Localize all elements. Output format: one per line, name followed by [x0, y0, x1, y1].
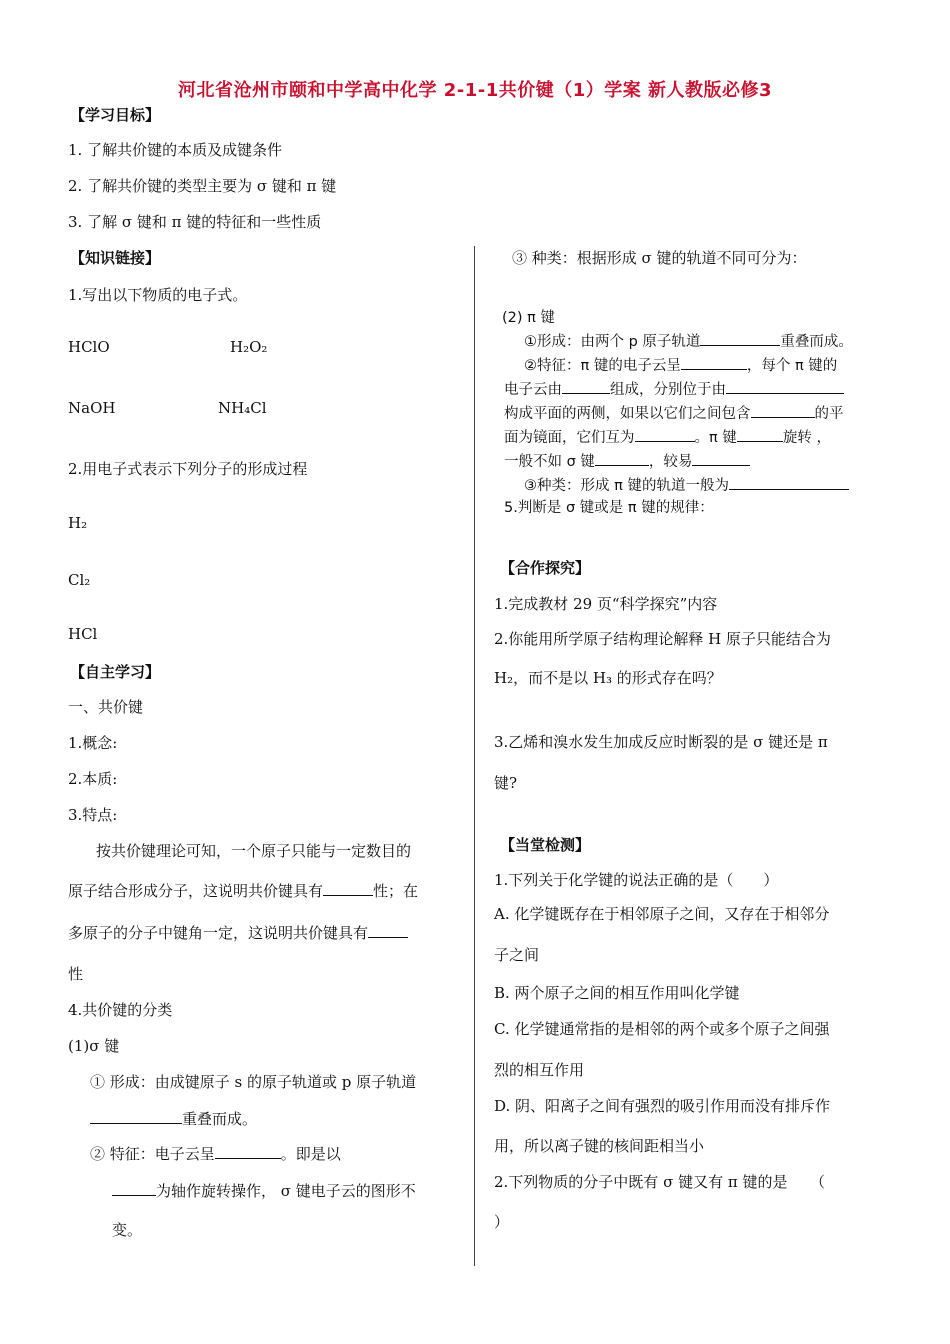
objective-2: 2. 了解共价键的类型主要为 σ 键和 π 键	[68, 177, 337, 195]
blank-pi-shape[interactable]	[681, 355, 747, 370]
essence-label: 2.本质:	[68, 770, 118, 788]
test-q2-line-2: ）	[494, 1213, 510, 1231]
test-q1-option-c-line-2: 烈的相互作用	[494, 1061, 585, 1079]
pi-heading: (2) π 键	[502, 310, 555, 326]
blank-pi-overlap[interactable]	[700, 331, 780, 346]
formula-h2: H₂	[68, 514, 88, 532]
sigma-form-2: 重叠而成。	[90, 1108, 257, 1129]
blank-pi-parts[interactable]	[562, 379, 610, 394]
blank-pi-symmetry[interactable]	[635, 427, 695, 442]
blank-pi-break[interactable]	[692, 451, 750, 466]
sigma-char-1: ② 特征：电子云呈 。即是以	[90, 1145, 341, 1163]
pi-char-5: 一般不如 σ 键 ，较易	[504, 450, 750, 471]
paragraph-line-1: 按共价键理论可知，一个原子只能与一定数目的	[96, 842, 412, 860]
pi-char-3: 构成平面的两侧，如果以它们之间包含 的平	[504, 402, 844, 423]
sigma-form-1: ① 形成：由成键原子 s 的原子轨道或 p 原子轨道	[90, 1073, 417, 1091]
pi-kinds: ③种类：形成 π 键的轨道一般为	[524, 474, 849, 495]
blank-pi-plane[interactable]	[726, 379, 844, 394]
pi-char-4: 面为镜面，它们互为 。π 键 旋转 ，	[504, 426, 831, 447]
test-q1-option-d-line-1: D. 阴、阳离子之间有强烈的吸引作用而没有排斥作	[494, 1097, 831, 1115]
formula-nh4cl: NH₄Cl	[218, 399, 267, 417]
objectives-heading: 【学习目标】	[70, 106, 161, 124]
blank-sigma-axis[interactable]	[112, 1181, 156, 1196]
knowledge-heading: 【知识链接】	[70, 249, 161, 267]
formula-hclo: HClO	[68, 338, 110, 356]
formula-h2o2: H₂O₂	[230, 338, 268, 356]
objective-1: 1. 了解共价键的本质及成键条件	[68, 141, 283, 159]
test-q1: 1.下列关于化学键的说法正确的是（ ）	[494, 871, 779, 889]
objective-3: 3. 了解 σ 键和 π 键的特征和一些性质	[68, 213, 322, 231]
formula-naoh: NaOH	[68, 399, 116, 417]
self-study-heading: 【自主学习】	[70, 663, 161, 681]
sigma-heading: (1)σ 键	[68, 1037, 120, 1055]
blank-pi-mirror[interactable]	[751, 403, 815, 418]
test-q1-option-a-line-1: A. 化学键既存在于相邻原子之间，又存在于相邻分	[494, 905, 830, 923]
blank-sigma-overlap[interactable]	[90, 1109, 182, 1124]
classify-label: 4.共价键的分类	[68, 1001, 173, 1019]
test-heading: 【当堂检测】	[500, 836, 591, 854]
sigma-char-2: 为轴作旋转操作， σ 键电子云的图形不	[112, 1180, 416, 1201]
paragraph-line-2: 原子结合形成分子，这说明共价键具有 性；在	[68, 882, 419, 900]
test-q2-line-1: 2.下列物质的分子中既有 σ 键又有 π 键的是 （	[494, 1173, 825, 1191]
knowledge-q1: 1.写出以下物质的电子式。	[68, 286, 248, 304]
blank-sigma-shape[interactable]	[215, 1144, 281, 1159]
blank-pi-stable[interactable]	[595, 451, 649, 466]
formula-cl2: Cl₂	[68, 571, 91, 589]
cooperate-q3-line-2: 键?	[494, 774, 518, 792]
pi-char-2: 电子云由 组成，分别位于由	[504, 378, 844, 399]
cooperate-heading: 【合作探究】	[500, 559, 591, 577]
sigma-char-3: 变。	[112, 1221, 143, 1239]
knowledge-q2: 2.用电子式表示下列分子的形成过程	[68, 460, 308, 478]
test-q1-option-c-line-1: C. 化学键通常指的是相邻的两个或多个原子之间强	[494, 1020, 830, 1038]
blank-pi-rotate[interactable]	[737, 427, 783, 442]
concept-label: 1.概念:	[68, 734, 118, 752]
cooperate-q2-line-1: 2.你能用所学原子结构理论解释 H 原子只能结合为	[494, 630, 831, 648]
blank-direction[interactable]	[368, 923, 408, 938]
test-q1-option-b: B. 两个原子之间的相互作用叫化学键	[494, 984, 740, 1002]
cooperate-q2-line-2: H₂，而不是以 H₃ 的形式存在吗？	[494, 669, 722, 687]
sigma-pi-rule: 5.判断是 σ 键或是 π 键的规律：	[504, 500, 714, 516]
test-q1-option-d-line-2: 用，所以离子键的核间距相当小	[494, 1137, 705, 1155]
pi-form: ①形成：由两个 p 原子轨道 重叠而成。	[524, 330, 853, 351]
pi-char-1: ②特征：π 键的电子云呈 ，每个 π 键的	[524, 354, 837, 375]
section-covalent: 一、共价键	[68, 698, 144, 716]
sigma-kinds: ③ 种类：根据形成 σ 键的轨道不同可分为：	[512, 249, 807, 267]
paragraph-line-4: 性	[68, 965, 84, 983]
column-divider	[474, 246, 475, 1266]
feature-label: 3.特点:	[68, 806, 118, 824]
page-title: 河北省沧州市颐和中学高中化学 2-1-1共价键（1）学案 新人教版必修3	[177, 80, 773, 101]
cooperate-q3-line-1: 3.乙烯和溴水发生加成反应时断裂的是 σ 键还是 π	[494, 733, 828, 751]
blank-pi-orbitals[interactable]	[729, 475, 849, 490]
test-q1-option-a-line-2: 子之间	[494, 946, 540, 964]
paragraph-line-3: 多原子的分子中键角一定，这说明共价键具有	[68, 922, 408, 943]
cooperate-q1: 1.完成教材 29 页“科学探究”内容	[494, 595, 718, 613]
blank-saturation[interactable]	[323, 881, 373, 896]
pi-bond-block	[500, 302, 880, 516]
formula-hcl: HCl	[68, 625, 98, 643]
